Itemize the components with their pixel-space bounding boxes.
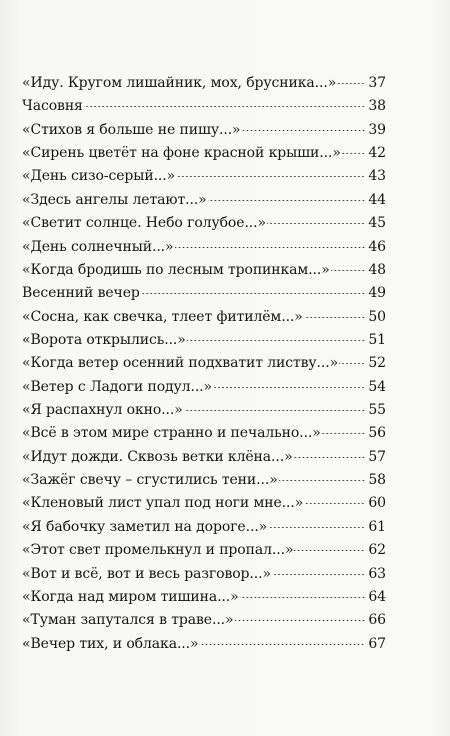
dot-leader (337, 83, 365, 84)
toc-entry-title: «Иду. Кругом лишайник, мох, брусника...» (22, 75, 337, 91)
dot-leader (304, 317, 365, 318)
toc-entry-page: 61 (368, 518, 386, 535)
toc-entry (22, 329, 386, 352)
toc-entry-title: Весенний вечер (22, 285, 140, 302)
toc-entry-title: «Этот свет промелькнул и пропал...» (22, 542, 294, 559)
toc-entry-page: 51 (368, 331, 386, 348)
toc-entry-page: 57 (368, 448, 386, 465)
toc-entry-title: «Идут дожди. Сквозь ветки клёна...» (22, 448, 293, 465)
toc-entry (22, 539, 386, 562)
toc-entry-title: «Светит солнце. Небо голубое...» (22, 215, 266, 232)
toc-entry-page: 46 (368, 238, 386, 255)
toc-entry (22, 212, 386, 235)
toc-entry (22, 633, 386, 656)
toc-entry (22, 119, 386, 142)
dot-leader (84, 106, 365, 107)
toc-entry (22, 282, 386, 305)
toc-entry-page: 56 (368, 425, 386, 442)
toc-entry-page: 52 (368, 355, 386, 372)
toc-entry-page: 60 (368, 495, 386, 512)
toc-entry (22, 492, 386, 515)
toc-entry-page: 43 (368, 168, 386, 185)
dot-leader (208, 200, 365, 201)
toc-entry-title: «Я бабочку заметил на дороге...» (22, 518, 268, 535)
toc-entry-title: «Вот и всё, вот и весь разговор...» (22, 565, 271, 582)
toc-entry (22, 189, 386, 212)
dot-leader (279, 480, 365, 481)
toc-entry-page: 66 (368, 612, 386, 629)
toc-entry-page: 50 (368, 308, 386, 325)
toc-entry (22, 306, 386, 329)
toc-entry-page: 44 (368, 191, 386, 208)
toc-entry-page: 67 (368, 635, 386, 652)
dot-leader (342, 153, 365, 154)
dot-leader (187, 340, 365, 341)
toc-entry-title: «Я распахнул окно...» (22, 402, 183, 419)
dot-leader (272, 574, 365, 575)
dot-leader (339, 363, 365, 364)
toc-entry-title: «Здесь ангелы летают...» (22, 191, 207, 208)
dot-leader (176, 176, 365, 177)
dot-leader (213, 387, 365, 388)
toc-entry-title: «Ветер с Ладоги подул...» (22, 378, 212, 395)
dot-leader (141, 293, 365, 294)
toc-entry-page: 38 (368, 98, 386, 115)
toc-entry (22, 165, 386, 188)
dot-leader (294, 550, 365, 551)
dot-leader (294, 457, 365, 458)
table-of-contents (22, 72, 386, 656)
dot-leader (175, 247, 366, 248)
dot-leader (268, 527, 365, 528)
toc-entry (22, 72, 386, 95)
toc-entry-title: «Всё в этом мире странно и печально...» (22, 425, 321, 442)
toc-entry (22, 446, 386, 469)
dot-leader (267, 223, 365, 224)
toc-entry-page: 64 (368, 588, 386, 605)
toc-entry-title: «Стихов я больше не пишу...» (22, 121, 241, 138)
toc-entry-page: 54 (368, 378, 386, 395)
toc-entry (22, 399, 386, 422)
toc-entry-page: 48 (368, 261, 386, 278)
toc-entry (22, 586, 386, 609)
toc-entry (22, 236, 386, 259)
dot-leader (199, 644, 365, 645)
dot-leader (184, 410, 365, 411)
toc-entry (22, 422, 386, 445)
toc-entry-title: «Сосна, как свечка, тлеет фитилём...» (22, 308, 303, 325)
toc-entry (22, 609, 386, 632)
toc-entry-page: 62 (368, 542, 386, 559)
toc-entry-title: «Когда бродишь по лесным тропинкам...» (22, 261, 330, 278)
toc-entry-title: «Зажёг свечу – сгустились тени...» (22, 472, 278, 489)
dot-leader (331, 270, 365, 271)
toc-entry (22, 516, 386, 539)
toc-entry (22, 376, 386, 399)
dot-leader (235, 620, 366, 621)
toc-entry (22, 142, 386, 165)
dot-leader (322, 433, 365, 434)
toc-entry (22, 259, 386, 282)
toc-entry (22, 563, 386, 586)
toc-entry-page: 37 (368, 75, 386, 91)
toc-entry-title: «Туман запутался в траве...» (22, 612, 234, 629)
dot-leader (304, 503, 365, 504)
toc-entry (22, 352, 386, 375)
toc-entry-page: 58 (368, 472, 386, 489)
toc-entry-title: Часовня (22, 98, 83, 115)
toc-entry-page: 39 (368, 121, 386, 138)
dot-leader (240, 597, 365, 598)
toc-entry-title: «День сизо-серый...» (22, 168, 176, 185)
toc-entry-title: «Вечер тих, и облака...» (22, 635, 199, 652)
toc-entry-title: «Сирень цветёт на фоне красной крыши...» (22, 145, 341, 162)
toc-entry (22, 469, 386, 492)
toc-entry-page: 42 (368, 145, 386, 162)
toc-entry-title: «Когда над миром тишина...» (22, 588, 239, 605)
toc-entry-title: «День солнечный...» (22, 238, 174, 255)
toc-entry-page: 55 (368, 402, 386, 419)
toc-entry-page: 63 (368, 565, 386, 582)
toc-entry-title: «Ворота открылись...» (22, 331, 186, 348)
toc-entry-page: 49 (368, 285, 386, 302)
dot-leader (242, 130, 365, 131)
toc-entry-title: «Кленовый лист упал под ноги мне...» (22, 495, 304, 512)
toc-entry-title: «Когда ветер осенний подхватит листву...» (22, 355, 339, 372)
toc-entry-page: 45 (368, 215, 386, 232)
toc-entry (22, 95, 386, 118)
